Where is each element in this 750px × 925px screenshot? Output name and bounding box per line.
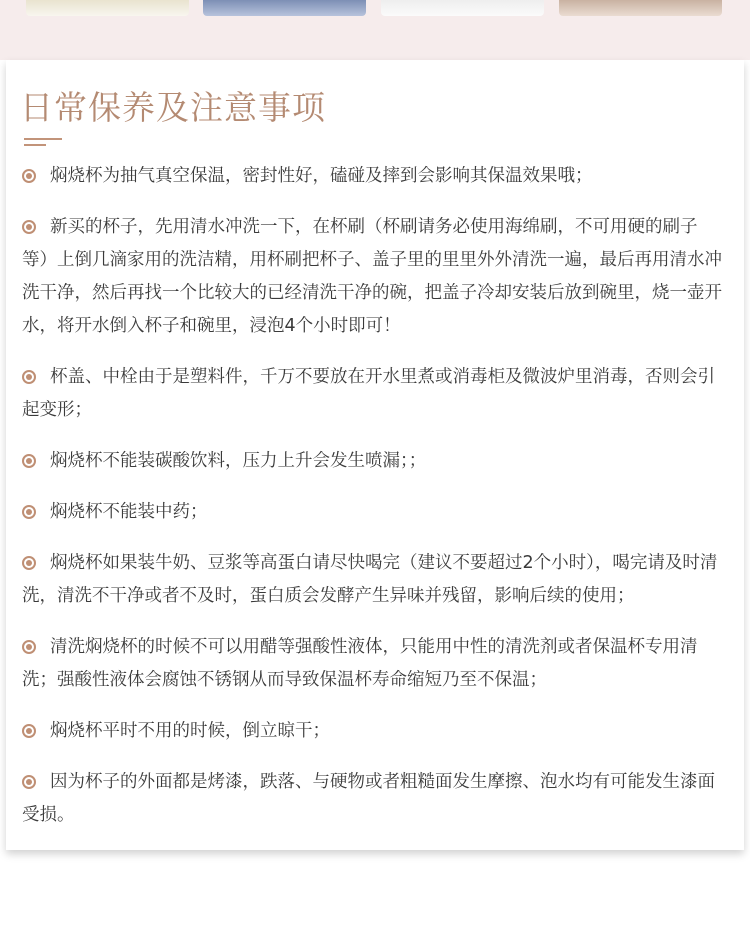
- circle-bullet-icon: [22, 724, 36, 738]
- list-item: [22, 361, 722, 427]
- list-item: [22, 547, 722, 613]
- circle-bullet-icon: [22, 556, 36, 570]
- list-item-text: 杯盖、中栓由于是塑料件，千万不要放在开水里煮或消毒柜及微波炉里消毒，否则会引起变形；: [22, 367, 715, 420]
- list-item: [22, 160, 722, 193]
- product-photo-thumbnail: [381, 0, 544, 16]
- section-title: 日常保养及注意事项: [20, 88, 326, 127]
- product-photo-thumbnail: [559, 0, 722, 16]
- circle-bullet-icon: [22, 370, 36, 384]
- circle-bullet-icon: [22, 775, 36, 789]
- list-item-text: 焖烧杯为抽气真空保温，密封性好，磕碰及摔到会影响其保温效果哦；: [50, 166, 593, 186]
- product-photo-thumbnail: [26, 0, 189, 16]
- care-instructions-card: [6, 60, 744, 850]
- circle-bullet-icon: [22, 169, 36, 183]
- circle-bullet-icon: [22, 454, 36, 468]
- circle-bullet-icon: [22, 220, 36, 234]
- list-item: [22, 766, 722, 832]
- list-item-text: 焖烧杯不能装碳酸饮料，压力上升会发生喷漏；；: [50, 451, 427, 471]
- list-item-text: 焖烧杯平时不用的时候，倒立晾干；: [50, 721, 330, 741]
- circle-bullet-icon: [22, 505, 36, 519]
- list-item: [22, 211, 722, 343]
- title-underline: [24, 144, 46, 146]
- list-item-text: 因为杯子的外面都是烤漆，跌落、与硬物或者粗糙面发生摩擦、泡水均有可能发生漆面受损。: [22, 772, 715, 825]
- top-image-strip: [0, 0, 750, 60]
- circle-bullet-icon: [22, 640, 36, 654]
- list-item-text: 新买的杯子，先用清水冲洗一下，在杯刷（杯刷请务必使用海绵刷，不可用硬的刷子等）上倒几滴家用的洗洁精，用杯刷把杯子、盖子里的里里外外清洗一遍，最后再用清水冲洗干净，然后再找一个比较大的已经清洗干净的碗，把盖子冷却安装后放到碗里，烧一壶开水，将开水倒入杯子和碗里，浸泡4个小时即可！: [22, 217, 722, 336]
- list-item: [22, 496, 722, 529]
- list-item-text: 清洗焖烧杯的时候不可以用醋等强酸性液体，只能用中性的清洗剂或者保温杯专用清洗；强酸性液体会腐蚀不锈钢从而导致保温杯寿命缩短乃至不保温；: [22, 637, 698, 690]
- list-item-text: 焖烧杯如果装牛奶、豆浆等高蛋白请尽快喝完（建议不要超过2个小时），喝完请及时清洗，清洗不干净或者不及时，蛋白质会发酵产生异味并残留，影响后续的使用；: [22, 553, 718, 606]
- care-notes-list: [22, 160, 722, 850]
- list-item: [22, 445, 722, 478]
- list-item-text: 焖烧杯不能装中药；: [50, 502, 208, 522]
- product-photo-thumbnail: [203, 0, 366, 16]
- title-underline: [24, 138, 62, 140]
- list-item: [22, 715, 722, 748]
- list-item: [22, 631, 722, 697]
